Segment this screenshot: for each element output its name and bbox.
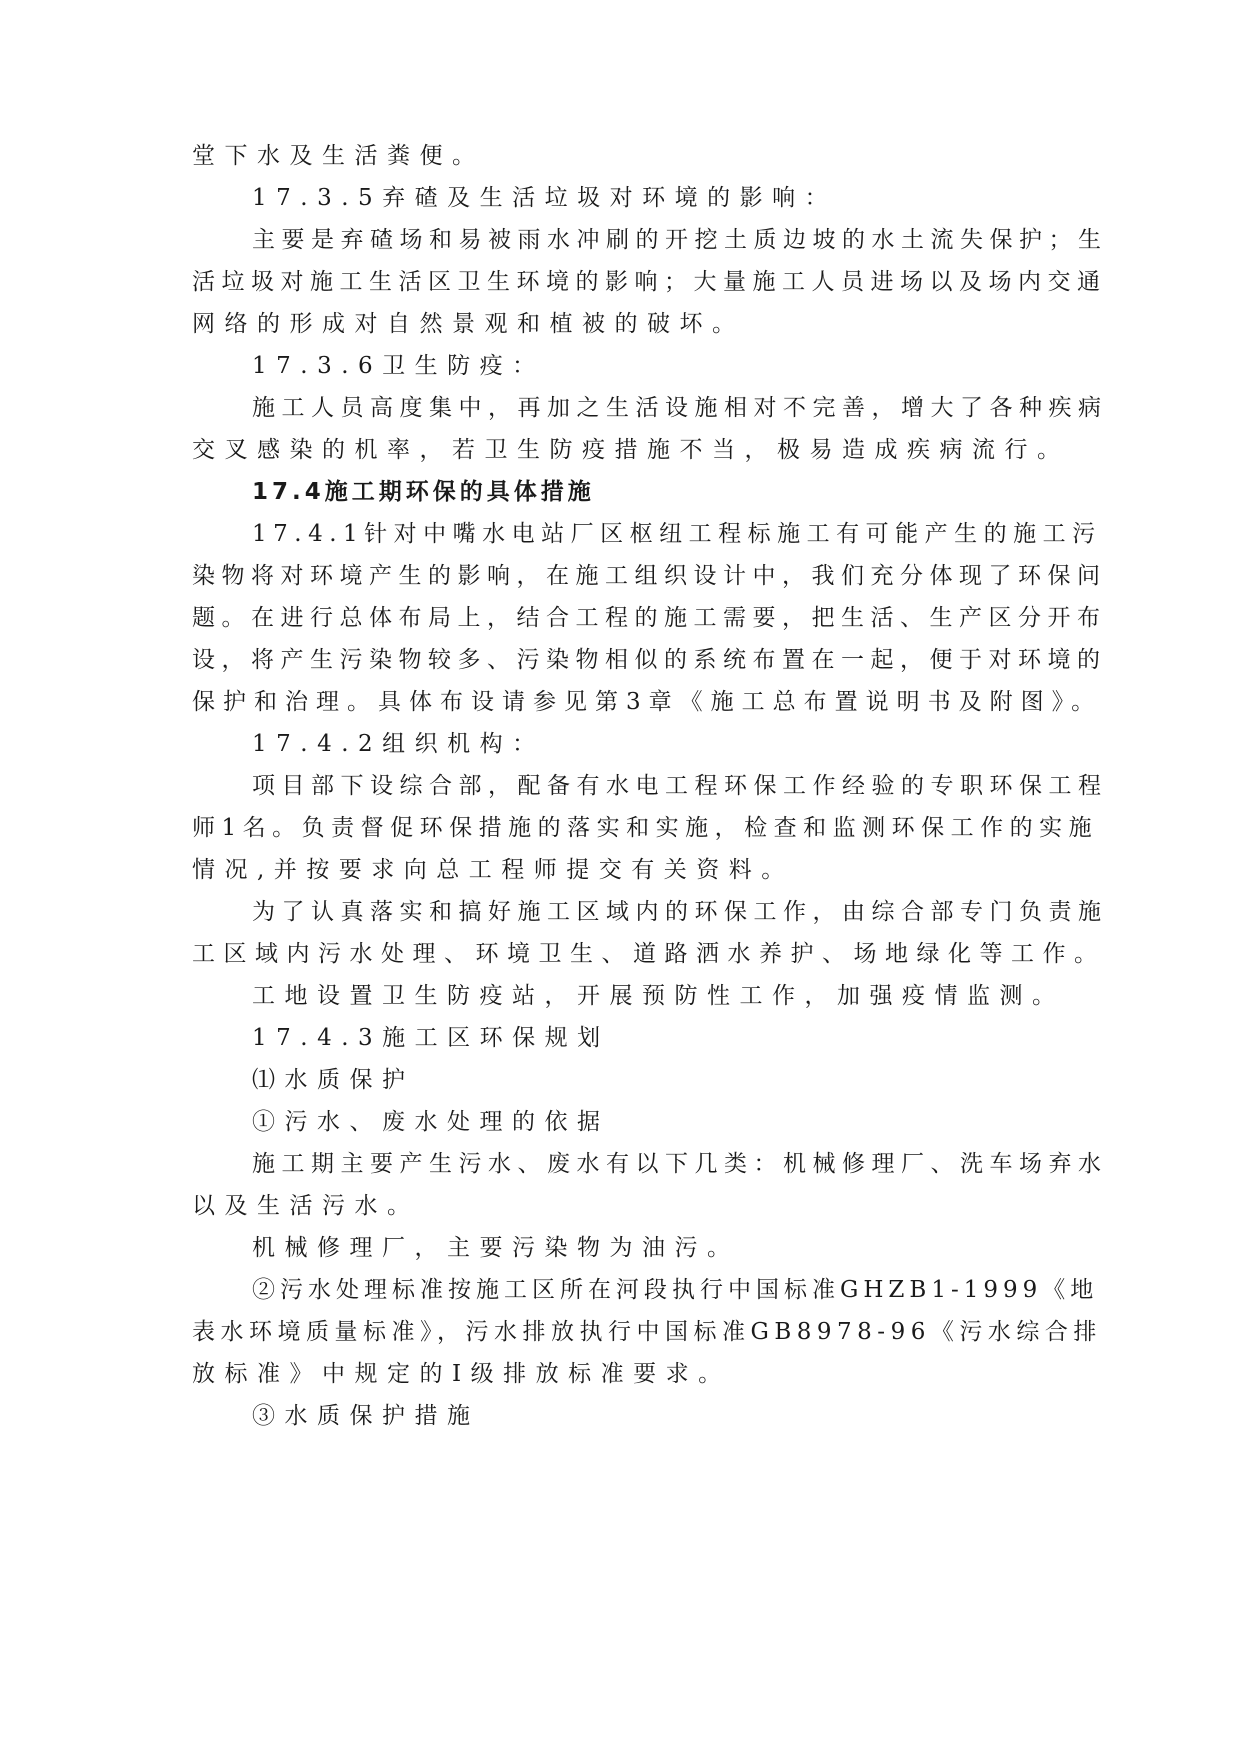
text-line: 保护和治理。具体布设请参见第3章《施工总布置说明书及附图》。 bbox=[192, 689, 1103, 715]
text-line: 放标准》中规定的Ⅰ级排放标准要求。 bbox=[192, 1361, 731, 1387]
section-title: 17.3.5弃碴及生活垃圾对环境的影响： bbox=[252, 185, 838, 211]
text-line: 设，将产生污染物较多、污染物相似的系统布置在一起，便于对环境的 bbox=[192, 647, 1107, 673]
text-line: 活垃圾对施工生活区卫生环境的影响；大量施工人员进场以及场内交通 bbox=[192, 269, 1107, 295]
list-item: ①污水、废水处理的依据 bbox=[252, 1109, 610, 1135]
text-line: 情况,并按要求向总工程师提交有关资料。 bbox=[192, 857, 794, 883]
text-line: 工区域内污水处理、环境卫生、道路洒水养护、场地绿化等工作。 bbox=[192, 941, 1106, 967]
section-title: 17.4.3施工区环保规划 bbox=[252, 1025, 610, 1051]
list-item: ②污水处理标准按施工区所在河段执行中国标准GHZB1-1999《地 bbox=[252, 1277, 1099, 1303]
text-line: 题。在进行总体布局上，结合工程的施工需要，把生活、生产区分开布 bbox=[192, 605, 1107, 631]
text-line: 网络的形成对自然景观和植被的破坏。 bbox=[192, 311, 745, 337]
list-item: ⑴水质保护 bbox=[252, 1067, 415, 1093]
text-line: 染物将对环境产生的影响，在施工组织设计中，我们充分体现了环保问 bbox=[192, 563, 1107, 589]
text-line: 项目部下设综合部，配备有水电工程环保工作经验的专职环保工程 bbox=[252, 773, 1108, 799]
text-line: 表水环境质量标准》，污水排放执行中国标准GB8978-96《污水综合排 bbox=[192, 1319, 1102, 1345]
text-line: 交叉感染的机率，若卫生防疫措施不当，极易造成疾病流行。 bbox=[192, 437, 1070, 463]
text-line: 为了认真落实和搞好施工区域内的环保工作，由综合部专门负责施 bbox=[252, 899, 1108, 925]
text-line: 师1名。负责督促环保措施的落实和实施，检查和监测环保工作的实施 bbox=[192, 815, 1099, 841]
section-title: 17.3.6卫生防疫： bbox=[252, 353, 545, 379]
text-line: 施工人员高度集中，再加之生活设施相对不完善，增大了各种疾病 bbox=[252, 395, 1108, 421]
text-line: 堂下水及生活粪便。 bbox=[192, 143, 485, 169]
text-line: 施工期主要产生污水、废水有以下几类：机械修理厂、洗车场弃水 bbox=[252, 1151, 1108, 1177]
section-heading: 17.4施工期环保的具体措施 bbox=[252, 479, 595, 505]
text-line: 主要是弃碴场和易被雨水冲刷的开挖土质边坡的水土流失保护；生 bbox=[252, 227, 1108, 253]
text-line: 工地设置卫生防疫站，开展预防性工作，加强疫情监测。 bbox=[252, 983, 1065, 1009]
list-item: ③水质保护措施 bbox=[252, 1403, 480, 1429]
section-title: 17.4.2组织机构： bbox=[252, 731, 545, 757]
text-line: 机械修理厂，主要污染物为油污。 bbox=[252, 1235, 740, 1261]
text-line: 以及生活污水。 bbox=[192, 1193, 420, 1219]
text-line: 17.4.1针对中嘴水电站厂区枢纽工程标施工有可能产生的施工污 bbox=[252, 521, 1102, 547]
